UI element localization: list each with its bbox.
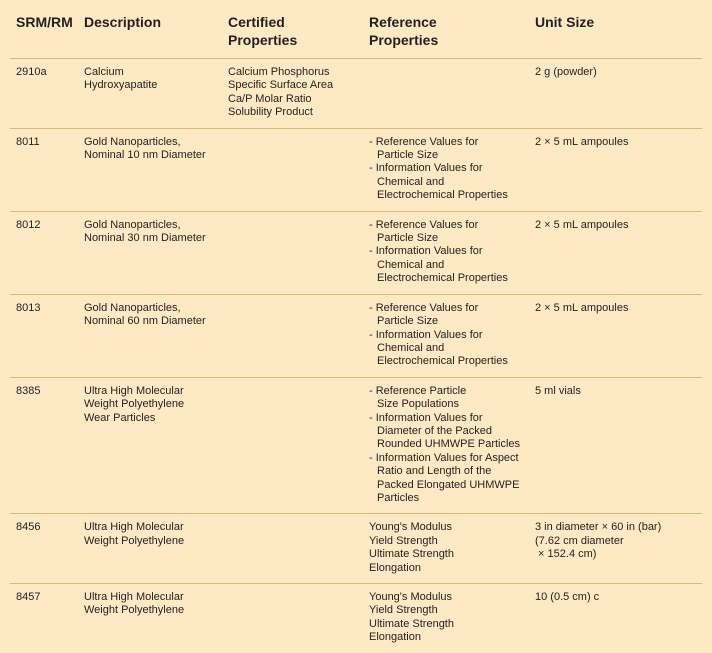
reference-bullet-item <box>369 219 525 246</box>
cell-text: Hydroxyapatite <box>84 79 158 92</box>
cell-text: × 152.4 cm) <box>535 548 597 561</box>
reference-properties-cell <box>363 377 529 514</box>
cell-text: Chemical and <box>377 258 445 271</box>
unit-size-cell <box>529 377 702 514</box>
cell-text: Electrochemical Properties <box>377 355 508 368</box>
reference-properties-cell <box>363 514 529 584</box>
description-cell <box>78 514 222 584</box>
cell-text: Solubility Product <box>228 106 313 119</box>
reference-bullet-item <box>369 136 525 163</box>
cell-text: Weight Polyethylene <box>84 398 185 411</box>
cell-text <box>369 329 525 342</box>
cell-text: Weight Polyethylene <box>84 534 185 547</box>
description-cell <box>78 59 222 129</box>
certified-properties-cell <box>222 377 363 514</box>
header-description: Description <box>84 14 162 30</box>
srm-number-cell <box>10 584 78 653</box>
header-certified-properties: Certified Properties <box>228 14 298 48</box>
certified-properties-cell <box>222 59 363 129</box>
srm-number-cell <box>10 514 78 584</box>
srm-number-cell <box>10 128 78 211</box>
cell-text: Electrochemical Properties <box>377 189 508 202</box>
bullet-dash: - <box>369 328 376 341</box>
reference-properties-cell <box>363 211 529 294</box>
cell-text: Size Populations <box>377 398 459 411</box>
cell-text: Yield Strength <box>369 604 438 617</box>
cell-text: Information Values for Aspect <box>375 451 519 464</box>
table-row <box>10 514 702 584</box>
srm-number-cell <box>10 59 78 129</box>
cell-text: Electrochemical Properties <box>377 272 508 285</box>
cell-text <box>369 452 525 465</box>
cell-text: Nominal 60 nm Diameter <box>84 315 206 328</box>
cell-text: Particle Size <box>377 149 439 162</box>
cell-text: Yield Strength <box>369 534 438 547</box>
cell-text: 3 in diameter × 60 in (bar) <box>535 521 662 534</box>
cell-text: 10 (0.5 cm) c <box>535 591 600 603</box>
cell-text: Chemical and <box>377 341 445 354</box>
reference-bullet-item <box>369 302 525 329</box>
cell-text: Young's Modulus <box>369 521 453 534</box>
cell-text: Elongation <box>369 561 421 574</box>
cell-text: Diameter of the Packed <box>377 424 492 437</box>
cell-text: Nominal 30 nm Diameter <box>84 232 206 245</box>
cell-text: Particles <box>377 491 420 504</box>
reference-properties-cell <box>363 59 529 129</box>
bullet-dash: - <box>369 135 376 148</box>
table-row <box>10 294 702 377</box>
srm-number-cell <box>10 294 78 377</box>
table-body <box>10 59 702 653</box>
reference-bullet-item <box>369 412 525 452</box>
header-reference-properties: Reference Properties <box>369 14 439 48</box>
cell-text: Rounded UHMWPE Particles <box>377 438 521 451</box>
cell-text: Reference Values for <box>375 218 479 231</box>
cell-text: Wear Particles <box>84 411 156 424</box>
cell-text: 8385 <box>16 384 41 397</box>
cell-text: 2 × 5 mL ampoules <box>535 218 629 231</box>
srm-number-cell <box>10 211 78 294</box>
certified-properties-cell <box>222 128 363 211</box>
bullet-dash: - <box>369 384 376 397</box>
cell-text: Information Values for <box>375 162 483 175</box>
unit-size-cell <box>529 211 702 294</box>
description-cell <box>78 211 222 294</box>
bullet-dash: - <box>369 301 376 314</box>
cell-text <box>369 162 525 175</box>
cell-text: Ultimate Strength <box>369 617 454 630</box>
cell-text: 8456 <box>16 521 41 534</box>
unit-size-cell <box>529 584 702 653</box>
table-row <box>10 584 702 653</box>
cell-text <box>369 219 525 232</box>
certified-properties-cell <box>222 294 363 377</box>
cell-text: Particle Size <box>377 315 439 328</box>
bullet-dash: - <box>369 411 376 424</box>
bullet-dash: - <box>369 162 376 175</box>
cell-text: Weight Polyethylene <box>84 604 185 617</box>
description-cell <box>78 584 222 653</box>
srm-table <box>10 8 702 653</box>
cell-text: Reference Particle <box>375 384 467 397</box>
bullet-dash: - <box>369 218 376 231</box>
cell-text: Gold Nanoparticles, <box>84 218 181 231</box>
cell-text <box>369 136 525 149</box>
reference-bullet-item <box>369 385 525 412</box>
certified-properties-cell <box>222 584 363 653</box>
description-cell <box>78 377 222 514</box>
bullet-dash: - <box>369 451 376 464</box>
cell-text: Ca/P Molar Ratio <box>228 92 312 105</box>
reference-properties-cell <box>363 294 529 377</box>
unit-size-cell <box>529 59 702 129</box>
bullet-dash: - <box>369 245 376 258</box>
cell-text: Chemical and <box>377 175 445 188</box>
table-row <box>10 377 702 514</box>
cell-text: (7.62 cm diameter <box>535 534 624 547</box>
reference-bullet-item <box>369 329 525 369</box>
cell-text: Elongation <box>369 631 421 644</box>
cell-text <box>369 385 525 398</box>
cell-text <box>369 302 525 315</box>
cell-text: 5 ml vials <box>535 384 581 397</box>
cell-text: Ultra High Molecular <box>84 591 184 603</box>
table-row <box>10 211 702 294</box>
cell-text: Reference Values for <box>375 135 479 148</box>
unit-size-cell <box>529 514 702 584</box>
cell-text: 2 × 5 mL ampoules <box>535 301 629 314</box>
cell-text: Calcium Phosphorus <box>228 66 330 78</box>
cell-text: Nominal 10 nm Diameter <box>84 149 206 162</box>
cell-text: Ultra High Molecular <box>84 384 184 397</box>
reference-properties-cell <box>363 584 529 653</box>
cell-text: Packed Elongated UHMWPE <box>377 478 520 491</box>
cell-text: 8457 <box>16 591 41 603</box>
unit-size-cell <box>529 294 702 377</box>
cell-text: Gold Nanoparticles, <box>84 135 181 148</box>
cell-text: Gold Nanoparticles, <box>84 301 181 314</box>
cell-text: Specific Surface Area <box>228 79 334 92</box>
certified-properties-cell <box>222 211 363 294</box>
cell-text: Calcium <box>84 66 124 78</box>
cell-text: Particle Size <box>377 232 439 245</box>
cell-text: Information Values for <box>375 245 483 258</box>
reference-bullet-item <box>369 245 525 285</box>
cell-text: 2910a <box>16 66 47 78</box>
reference-properties-cell <box>363 128 529 211</box>
table-row <box>10 128 702 211</box>
cell-text <box>369 245 525 258</box>
cell-text: Information Values for <box>375 411 483 424</box>
header-unit-size: Unit Size <box>535 14 595 30</box>
cell-text: 2 g (powder) <box>535 66 597 78</box>
cell-text: Ratio and Length of the <box>377 465 492 478</box>
unit-size-cell <box>529 128 702 211</box>
cell-text: 8011 <box>16 135 40 148</box>
description-cell <box>78 128 222 211</box>
header-srm: SRM/RM <box>16 14 73 30</box>
reference-bullet-item <box>369 162 525 202</box>
description-cell <box>78 294 222 377</box>
certified-properties-cell <box>222 514 363 584</box>
reference-bullet-item <box>369 452 525 506</box>
cell-text: Young's Modulus <box>369 591 453 603</box>
srm-number-cell <box>10 377 78 514</box>
cell-text: Ultimate Strength <box>369 548 454 561</box>
table-row <box>10 59 702 129</box>
table-header-row <box>10 8 702 59</box>
cell-text: Reference Values for <box>375 301 479 314</box>
cell-text: 8012 <box>16 218 41 231</box>
cell-text: Information Values for <box>375 328 483 341</box>
cell-text: Ultra High Molecular <box>84 521 184 534</box>
cell-text: 2 × 5 mL ampoules <box>535 135 629 148</box>
cell-text <box>369 412 525 425</box>
cell-text: 8013 <box>16 301 41 314</box>
